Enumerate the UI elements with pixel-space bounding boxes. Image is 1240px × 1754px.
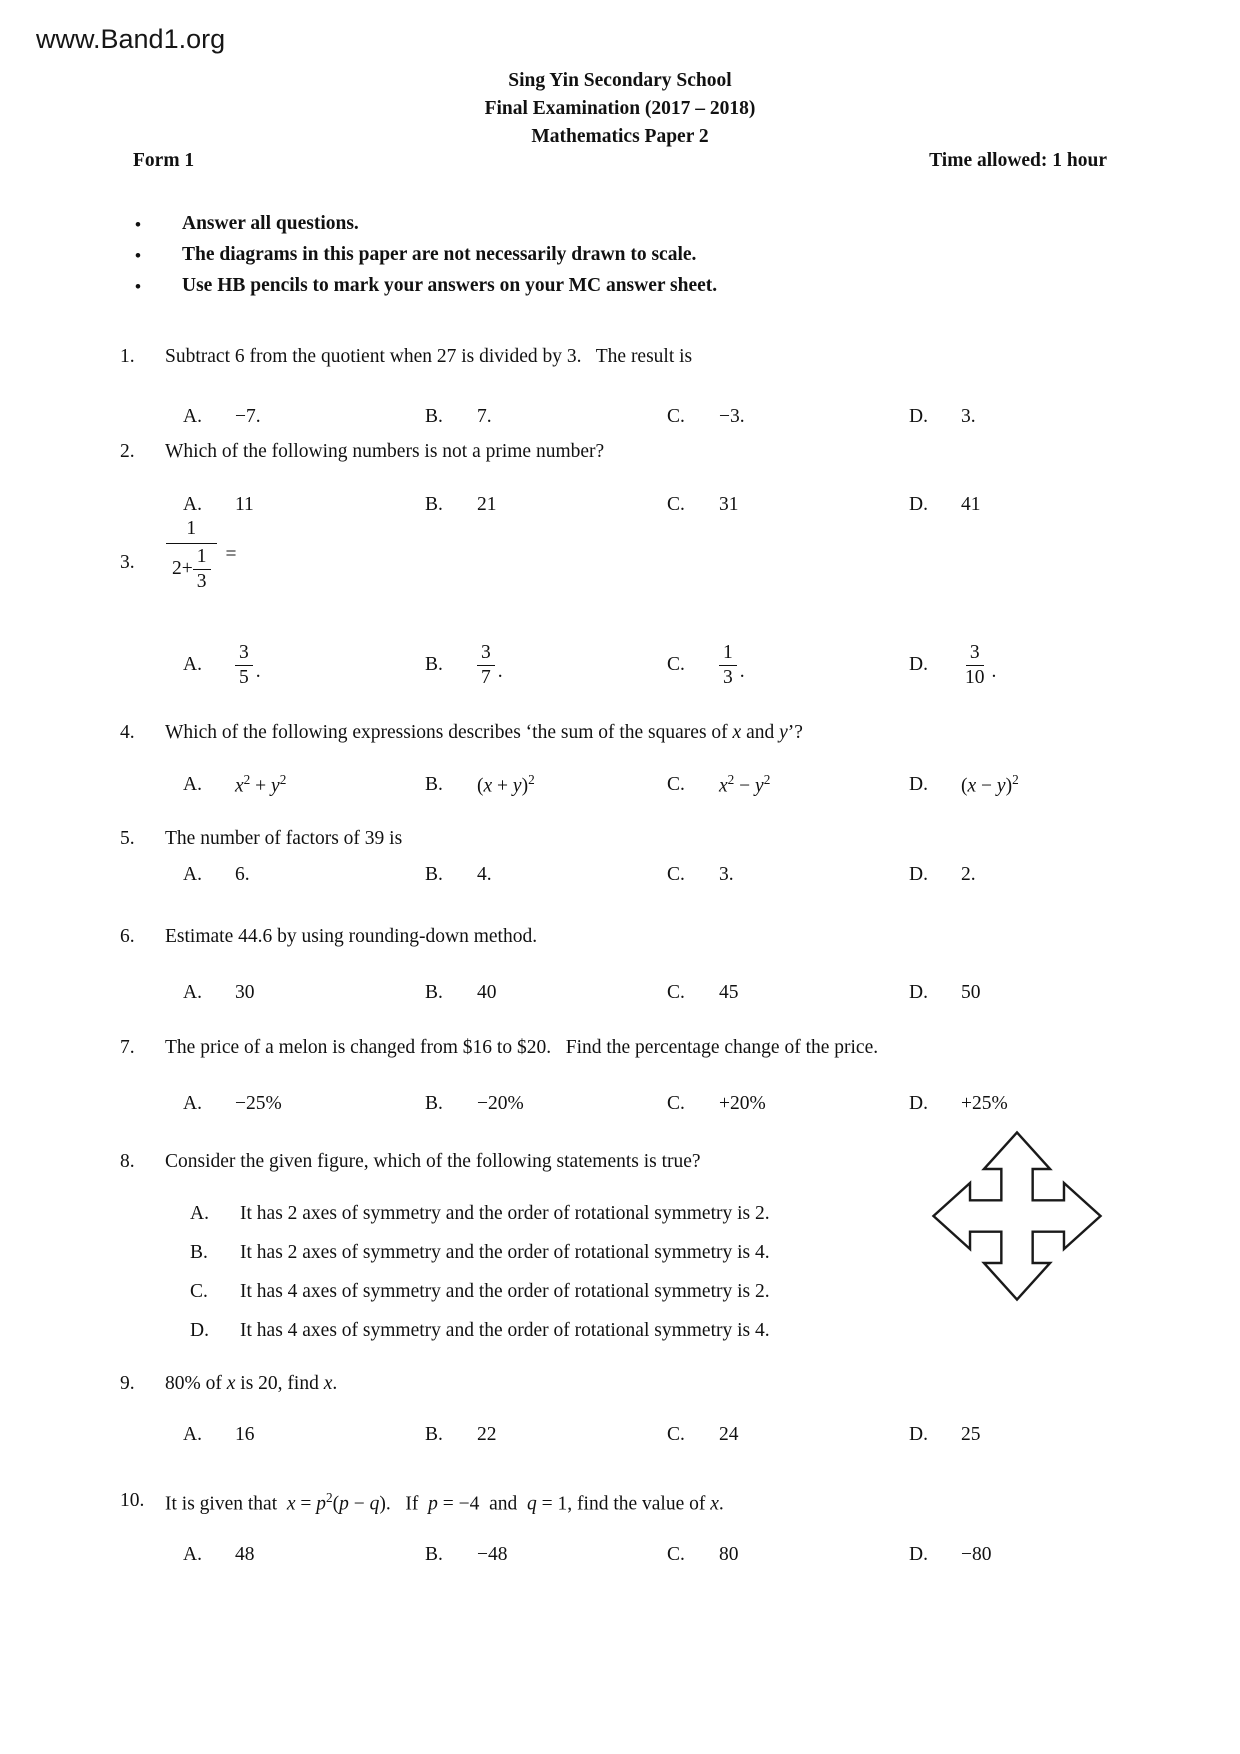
option-label: A. xyxy=(183,494,202,515)
option-value: −3. xyxy=(719,406,745,427)
option-label: A. xyxy=(183,864,202,885)
fraction-denominator xyxy=(166,543,217,593)
paper-title: Mathematics Paper 2 xyxy=(531,126,709,147)
option-value: 80 xyxy=(719,1544,739,1565)
option-label: D. xyxy=(909,1544,928,1565)
option-value: 41 xyxy=(961,494,981,515)
option-label: B. xyxy=(425,654,443,676)
fraction xyxy=(235,642,253,689)
q8-statement-d xyxy=(190,1320,770,1342)
option-a xyxy=(183,1544,255,1566)
fraction-denominator: 3 xyxy=(196,570,207,592)
option-value: +25% xyxy=(961,1093,1008,1114)
option-value: −25% xyxy=(235,1093,282,1114)
option-value: −80 xyxy=(961,1544,992,1565)
option-label: A. xyxy=(183,1544,202,1565)
option-label: B. xyxy=(425,1544,443,1565)
option-label: C. xyxy=(667,1093,685,1114)
option-a xyxy=(183,642,261,689)
option-a xyxy=(183,406,261,428)
option-label: D. xyxy=(190,1320,209,1341)
option-value: 45 xyxy=(719,982,739,1003)
question-3 xyxy=(120,552,1150,574)
option-value: 16 xyxy=(235,1424,255,1445)
question-text: It is given that $x = p^2(p - q)$. If p = −4 and q = 1, find the value of x. xyxy=(165,1490,724,1515)
option-value: 25 xyxy=(961,1424,981,1445)
option-value: 31 xyxy=(719,494,739,515)
option-value: 50 xyxy=(961,982,981,1003)
fraction-numerator: 1 xyxy=(719,642,737,666)
option-value: 48 xyxy=(235,1544,255,1565)
option-d xyxy=(909,772,1019,798)
option-value: −20% xyxy=(477,1093,524,1114)
option-label: B. xyxy=(425,1093,443,1114)
option-c xyxy=(667,1544,739,1566)
option-d xyxy=(909,1424,981,1446)
option-value: 11 xyxy=(235,494,254,515)
option-value: 7. xyxy=(477,406,492,427)
question-text: Consider the given figure, which of the following statements is true? xyxy=(165,1151,701,1172)
option-d xyxy=(909,406,976,428)
fraction-denominator: 5 xyxy=(239,666,249,688)
question-number: 6. xyxy=(120,926,135,947)
question-number: 7. xyxy=(120,1037,135,1058)
option-b xyxy=(425,406,492,428)
option-value: 6. xyxy=(235,864,250,885)
option-value: $x^2 + y^2$ xyxy=(235,772,287,797)
question-number: 2. xyxy=(120,441,135,462)
question-text: 80% of x is 20, find x. xyxy=(165,1373,338,1394)
option-label: A. xyxy=(183,982,202,1003)
denominator-prefix: 2+ xyxy=(172,558,193,580)
option-c xyxy=(667,642,745,689)
option-b xyxy=(425,982,497,1004)
option-label: C. xyxy=(667,864,685,885)
option-c xyxy=(667,864,734,886)
fraction-numerator: 3 xyxy=(966,642,984,666)
option-label: B. xyxy=(425,773,443,795)
question-text: Which of the following numbers is not a prime number? xyxy=(165,441,605,462)
option-label: D. xyxy=(909,1093,928,1114)
option-c xyxy=(667,772,770,798)
option-value: −48 xyxy=(477,1544,508,1565)
question-4 xyxy=(120,722,1150,744)
option-suffix: . xyxy=(255,661,261,683)
q8-statement-b xyxy=(190,1242,770,1264)
fraction xyxy=(719,642,737,689)
option-c xyxy=(667,406,745,428)
fraction xyxy=(166,518,217,592)
option-label: A. xyxy=(183,773,202,795)
option-label: A. xyxy=(183,654,202,676)
option-c xyxy=(667,982,739,1004)
bullet-icon: • xyxy=(135,246,141,265)
option-value: 2. xyxy=(961,864,976,885)
question-text: The number of factors of 39 is xyxy=(165,828,403,849)
instruction-text: Use HB pencils to mark your answers on your MC answer sheet. xyxy=(182,275,718,296)
option-b xyxy=(425,772,535,798)
q8-statement-a xyxy=(190,1203,770,1225)
option-label: A. xyxy=(190,1203,209,1224)
option-suffix: . xyxy=(497,661,503,683)
question-number: 4. xyxy=(120,722,135,743)
option-a xyxy=(183,772,286,798)
equals-sign: = xyxy=(225,544,237,566)
question-text: The price of a melon is changed from $16 to $20. Find the percentage change of the price. xyxy=(165,1037,879,1058)
question-number: 10. xyxy=(120,1490,145,1511)
exam-title: Final Examination (2017 – 2018) xyxy=(484,98,756,119)
watermark: www.Band1.org xyxy=(36,24,226,54)
q8-statement-c xyxy=(190,1281,770,1303)
option-value: $(x + y)^2$ xyxy=(477,772,535,797)
question-1 xyxy=(120,346,1150,368)
option-label: D. xyxy=(909,773,928,795)
option-b xyxy=(425,494,497,516)
option-d xyxy=(909,642,996,689)
time-allowed: Time allowed: 1 hour xyxy=(929,150,1107,171)
option-a xyxy=(183,864,250,886)
option-label: C. xyxy=(190,1281,208,1302)
instruction-item xyxy=(135,213,359,237)
option-value: 3. xyxy=(961,406,976,427)
bullet-icon: • xyxy=(135,277,141,296)
fraction-denominator: 10 xyxy=(965,666,985,688)
option-b xyxy=(425,864,492,886)
fraction-denominator: 7 xyxy=(481,666,491,688)
option-value: $(x - y)^2$ xyxy=(961,772,1019,797)
statement-text: It has 4 axes of symmetry and the order of rotational symmetry is 4. xyxy=(240,1320,770,1341)
instruction-text: The diagrams in this paper are not necessarily drawn to scale. xyxy=(182,244,697,265)
question-number: 9. xyxy=(120,1373,135,1394)
fraction xyxy=(477,642,495,689)
option-label: B. xyxy=(425,494,443,515)
fraction-numerator: 3 xyxy=(477,642,495,666)
option-label: C. xyxy=(667,1544,685,1565)
question-2 xyxy=(120,441,1150,463)
option-d xyxy=(909,982,981,1004)
option-d xyxy=(909,1544,992,1566)
option-label: C. xyxy=(667,1424,685,1445)
option-value: 21 xyxy=(477,494,497,515)
question-9 xyxy=(120,1373,1150,1395)
option-label: D. xyxy=(909,982,928,1003)
option-label: B. xyxy=(425,1424,443,1445)
statement-text: It has 2 axes of symmetry and the order of rotational symmetry is 2. xyxy=(240,1203,770,1224)
instruction-text: Answer all questions. xyxy=(182,213,359,234)
option-b xyxy=(425,642,503,689)
question-number: 1. xyxy=(120,346,135,367)
option-d xyxy=(909,1093,1008,1115)
statement-text: It has 2 axes of symmetry and the order of rotational symmetry is 4. xyxy=(240,1242,770,1263)
option-label: C. xyxy=(667,773,685,795)
form-label: Form 1 xyxy=(133,150,195,171)
instruction-item xyxy=(135,244,696,268)
question-text: Subtract 6 from the quotient when 27 is divided by 3. The result is xyxy=(165,346,693,367)
option-b xyxy=(425,1424,497,1446)
option-d xyxy=(909,494,981,516)
option-label: C. xyxy=(667,494,685,515)
question-6 xyxy=(120,926,1150,948)
option-value: 22 xyxy=(477,1424,497,1445)
option-label: D. xyxy=(909,1424,928,1445)
statement-text: It has 4 axes of symmetry and the order of rotational symmetry is 2. xyxy=(240,1281,770,1302)
option-label: D. xyxy=(909,494,928,515)
option-label: B. xyxy=(190,1242,208,1263)
question-number: 5. xyxy=(120,828,135,849)
option-value: 30 xyxy=(235,982,255,1003)
four-way-arrow-figure xyxy=(930,1128,1104,1304)
bullet-icon: • xyxy=(135,215,141,234)
option-label: C. xyxy=(667,654,685,676)
option-label: D. xyxy=(909,654,928,676)
question-text: Which of the following expressions describes ‘the sum of the squares of x and y’? xyxy=(165,722,803,743)
question-10 xyxy=(120,1490,1150,1516)
option-a xyxy=(183,1093,282,1115)
option-b xyxy=(425,1544,508,1566)
option-c xyxy=(667,1424,739,1446)
option-c xyxy=(667,494,739,516)
fraction-numerator: 3 xyxy=(235,642,253,666)
school-name: Sing Yin Secondary School xyxy=(508,70,732,91)
option-value: 40 xyxy=(477,982,497,1003)
option-label: C. xyxy=(667,406,685,427)
option-a xyxy=(183,982,255,1004)
option-a xyxy=(183,1424,255,1446)
option-suffix: . xyxy=(739,661,745,683)
option-value: $x^2 - y^2$ xyxy=(719,772,771,797)
question-5 xyxy=(120,828,1150,850)
option-value: 24 xyxy=(719,1424,739,1445)
option-label: D. xyxy=(909,864,928,885)
option-label: B. xyxy=(425,864,443,885)
fraction xyxy=(961,642,989,689)
question-7 xyxy=(120,1037,1150,1059)
option-value: 4. xyxy=(477,864,492,885)
option-value: 3. xyxy=(719,864,734,885)
option-c xyxy=(667,1093,766,1115)
option-suffix: . xyxy=(991,661,997,683)
option-label: B. xyxy=(425,406,443,427)
option-value: −7. xyxy=(235,406,261,427)
option-d xyxy=(909,864,976,886)
option-label: D. xyxy=(909,406,928,427)
option-label: A. xyxy=(183,1424,202,1445)
option-value: +20% xyxy=(719,1093,766,1114)
question-number: 3. xyxy=(120,552,135,573)
fraction-numerator: 1 xyxy=(186,518,197,539)
question-number: 8. xyxy=(120,1151,135,1172)
option-label: B. xyxy=(425,982,443,1003)
fraction xyxy=(193,546,211,593)
option-label: A. xyxy=(183,1093,202,1114)
question-text: Estimate 44.6 by using rounding-down method. xyxy=(165,926,538,947)
option-label: A. xyxy=(183,406,202,427)
option-b xyxy=(425,1093,524,1115)
q3-expression xyxy=(166,518,237,592)
option-label: C. xyxy=(667,982,685,1003)
option-a xyxy=(183,494,254,516)
fraction-numerator: 1 xyxy=(193,546,211,570)
instruction-item xyxy=(135,275,717,299)
fraction-denominator: 3 xyxy=(723,666,733,688)
